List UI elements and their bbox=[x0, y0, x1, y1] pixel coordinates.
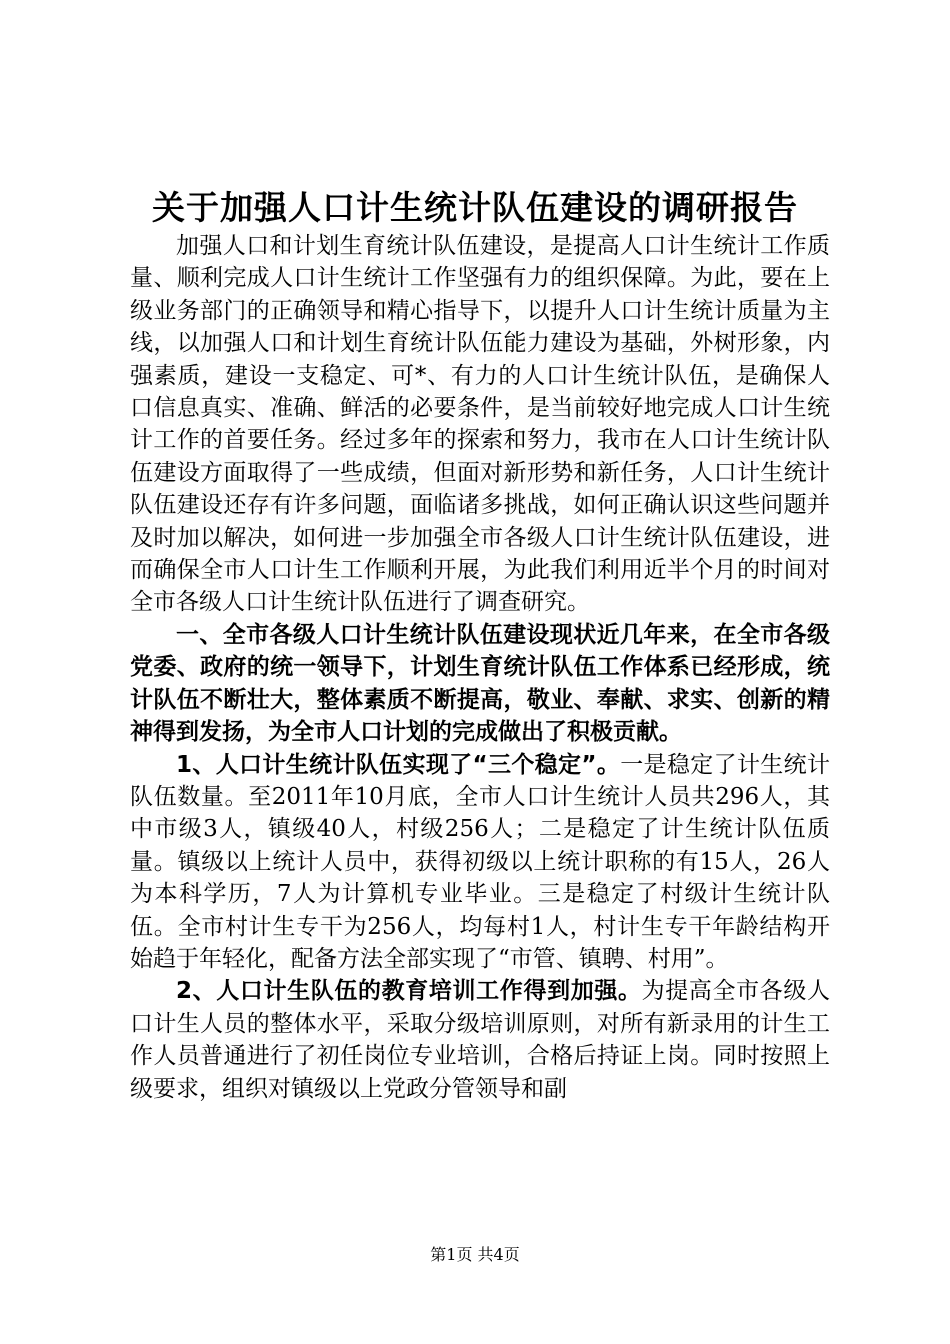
intro-paragraph: 加强人口和计划生育统计队伍建设，是提高人口计生统计工作质量、顺利完成人口计生统计工作坚强有力的组织保障。为此，要在上级业务部门的正确领导和精心指导下，以提升人口计生统计质量为主线，以加强人口和计划生育统计队伍能力建设为基础，外树形象，内强素质，建设一支稳定、可*、有力的人口计生统计队伍，是确保人口信息真实、准确、鲜活的必要条件，是当前较好地完成人口计生统计工作的首要任务。经过多年的探索和努力，我市在人口计生统计队伍建设方面取得了一些成绩，但面对新形势和新任务，人口计生统计队伍建设还存有许多问题，面临诸多挑战，如何正确认识这些问题并及时加以解决，如何进一步加强全市各级人口计生统计队伍建设，进而确保全市人口计生工作顺利开展，为此我们利用近半个月的时间对全市各级人口计生统计队伍进行了调查研究。 bbox=[130, 233, 830, 616]
page-footer: 第1页 共4页 bbox=[430, 1245, 520, 1264]
item-2-heading: 2、人口计生队伍的教育培训工作得到加强。 bbox=[176, 978, 642, 1005]
item-1-heading: 1、人口计生统计队伍实现了“三个稳定”。 bbox=[176, 751, 621, 778]
item-1-body: 一是稳定了计生统计队伍数量。至2011年10月底，全市人口计生统计人员共296人，其中市级3人，镇级40人，村级256人；二是稳定了计生统计队伍质量。镇级以上统计人员中，获得初级以上统计职称的有15人，26人为本科学历，7人为计算机专业毕业。三是稳定了村级计生统计队伍。全市村计生专干为256人，均每村1人，村计生专干年龄结构开始趋于年轻化，配备方法全部实现了“市管、镇聘、村用”。 bbox=[130, 751, 830, 972]
item-2-paragraph bbox=[130, 975, 830, 1105]
document-title: 关于加强人口计生统计队伍建设的调研报告 bbox=[152, 188, 798, 227]
section-heading-paragraph: 一、全市各级人口计生统计队伍建设现状近几年来，在全市各级党委、政府的统一领导下，计划生育统计队伍工作体系已经形成，统计队伍不断壮大，整体素质不断提高，敬业、奉献、求实、创新的精神得到发扬，为全市人口计划的完成做出了积极贡献。 bbox=[130, 621, 830, 746]
item-1-paragraph bbox=[130, 749, 830, 976]
item-2-body: 为提高全市各级人口计生人员的整体水平，采取分级培训原则，对所有新录用的计生工作人员普通进行了初任岗位专业培训，合格后持证上岗。同时按照上级要求，组织对镇级以上党政分管领导和副 bbox=[130, 978, 830, 1102]
document-body bbox=[130, 230, 830, 1105]
